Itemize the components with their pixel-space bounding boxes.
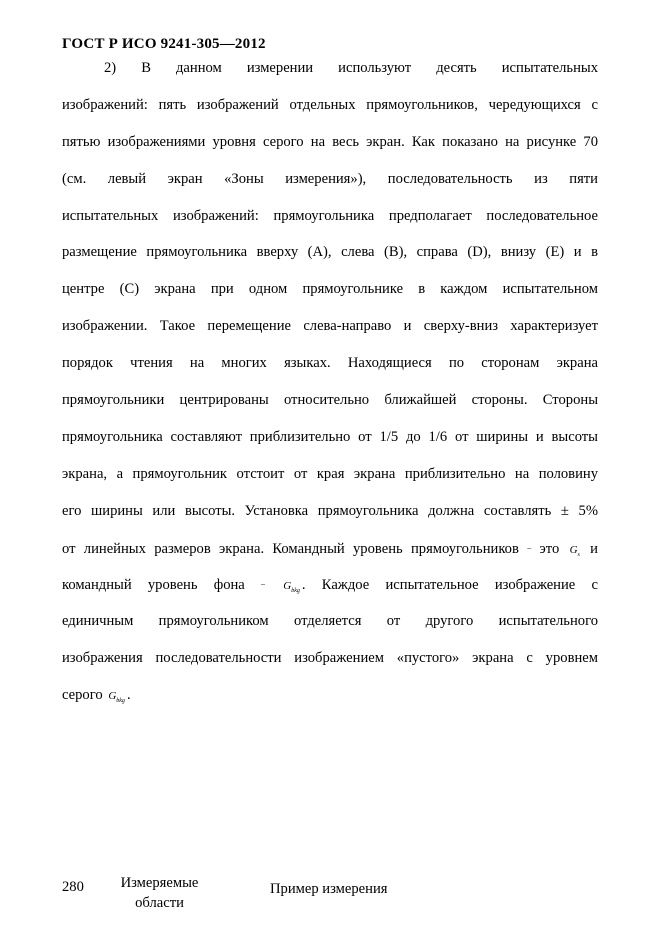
paragraph-line: [62, 167, 598, 204]
paragraph-line: [62, 536, 598, 573]
line-text: это: [539, 540, 560, 557]
line-text: центре (С) экрана при одном прямоугольнике в каждом испытательном: [62, 281, 598, 298]
line-text: серого: [62, 687, 103, 704]
symbol-subscript: bkg: [116, 698, 125, 705]
paragraph-line: [62, 130, 598, 167]
paragraph-line: [62, 240, 598, 277]
line-text: (см. левый экран «Зоны измерения»), последовательность из пяти: [62, 170, 598, 187]
line-text: и: [590, 540, 598, 557]
line-text: его ширины или высоты. Установка прямоугольника должна составлять ± 5%: [62, 502, 598, 519]
page-number: 280: [62, 879, 84, 895]
line-text: изображений: пять изображений отдельных прямоугольников, чередующихся с: [62, 96, 598, 113]
paragraph-line: [62, 277, 598, 314]
line-text: прямоугольника составляют приблизительно от 1/5 до 1/6 от ширины и высоты: [62, 428, 598, 445]
line-text: .: [126, 687, 131, 704]
paragraph-line: [62, 646, 598, 683]
line-text: единичным прямоугольником отделяется от другого испытательного: [62, 613, 598, 630]
line-text: от линейных размеров экрана. Командный уровень прямоугольников: [62, 540, 519, 557]
paragraph-line: [62, 609, 598, 646]
line-text: экрана, а прямоугольник отстоит от края экрана приблизительно на половину: [62, 465, 598, 482]
paragraph-line: [62, 572, 598, 609]
line-text: размещение прямоугольника вверху (А), слева (В), справа (D), внизу (Е) и в: [62, 244, 598, 261]
paragraph-line: [62, 388, 598, 425]
symbol-main: G: [569, 543, 578, 556]
symbol-main: G: [108, 690, 117, 703]
line-text: командный уровень фона: [62, 577, 245, 594]
document-header: ГОСТ Р ИСО 9241-305—2012: [62, 36, 266, 52]
symbol-subscript: bkg: [291, 588, 300, 595]
paragraph-line: [62, 314, 598, 351]
line-text: 2) В данном измерении используют десять испытательных: [104, 60, 598, 76]
paragraph-line: [62, 462, 598, 499]
paragraph-line: [62, 683, 598, 720]
line-text: изображении. Такое перемещение слева-направо и сверху-вниз характеризует: [62, 318, 598, 335]
paragraph-line: [62, 204, 598, 241]
figure-label-measured-areas: Измеряемые области: [120, 875, 199, 911]
symbol-g-bkg: [106, 684, 127, 713]
paragraph-line: [62, 351, 598, 388]
symbol-main: G: [283, 580, 292, 593]
paragraph-line: [62, 499, 598, 536]
dash-mark: –: [527, 542, 532, 552]
line-text: пятью изображениями уровня серого на весь экран. Как показано на рисунке 70: [62, 133, 598, 150]
paragraph-line: [62, 56, 598, 93]
symbol-subscript: s: [577, 551, 580, 558]
line-text: изображения последовательности изображением «пустого» экрана с уровнем: [62, 650, 598, 667]
paragraph-line: [62, 425, 598, 462]
line-text: порядок чтения на многих языках. Находящиеся по сторонам экрана: [62, 355, 598, 372]
figure-label-measurement-example: Пример измерения: [270, 881, 388, 897]
line-text: прямоугольники центрированы относительно ближайшей стороны. Стороны: [62, 392, 598, 409]
symbol-g-bkg: [281, 574, 302, 603]
paragraph: [62, 56, 598, 720]
paragraph-line: [62, 93, 598, 130]
line-text: . Каждое испытательное изображение с: [301, 577, 598, 594]
line-text: испытательных изображений: прямоугольника предполагает последовательное: [62, 207, 598, 224]
dash-mark: –: [261, 579, 266, 589]
symbol-g-s: [568, 538, 582, 567]
